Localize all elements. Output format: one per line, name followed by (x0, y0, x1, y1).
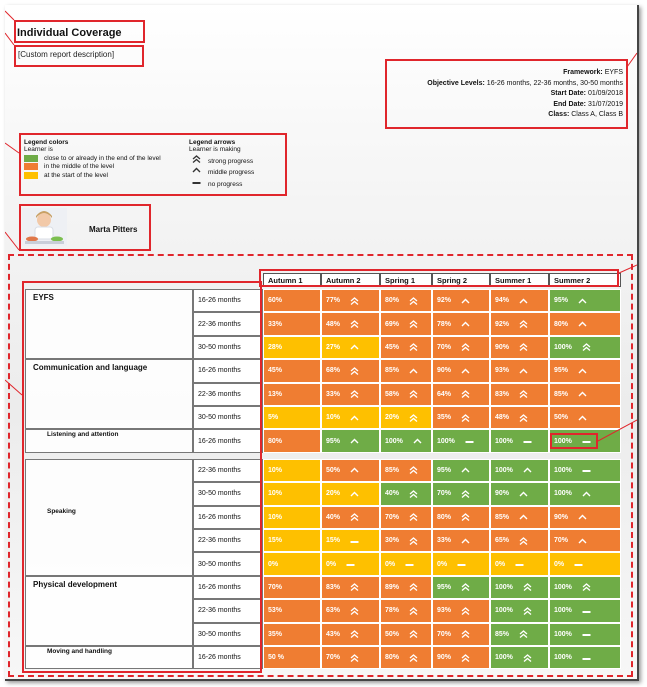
coverage-value: 35% (268, 630, 283, 638)
coverage-value: 27% (326, 343, 341, 351)
coverage-value: 89% (385, 583, 400, 591)
legend-arrows-title: Legend arrows (189, 139, 236, 146)
coverage-value: 92% (437, 297, 452, 305)
coverage-value: 80% (385, 654, 400, 662)
coverage-value: 100% (437, 437, 455, 445)
coverage-value: 95% (554, 367, 569, 375)
coverage-value: 48% (495, 414, 510, 422)
coverage-value: 0% (268, 560, 279, 568)
coverage-value: 80% (268, 437, 283, 445)
coverage-value: 69% (385, 320, 400, 328)
coverage-value: 10% (268, 513, 283, 521)
coverage-value: 15% (268, 537, 283, 545)
coverage-value: 100% (495, 607, 513, 615)
coverage-value: 48% (326, 320, 341, 328)
learner-name: Marta Pitters (89, 225, 138, 234)
coverage-value: 78% (437, 320, 452, 328)
age-band: 22-36 months (193, 312, 263, 335)
coverage-value: 65% (495, 537, 510, 545)
legend-color-label: close to or already in the end of the level (44, 154, 161, 162)
coverage-value: 0% (437, 560, 448, 568)
coverage-value: 80% (437, 513, 452, 521)
coverage-value: 68% (326, 367, 341, 375)
coverage-value: 15% (326, 537, 341, 545)
annotation-lines (5, 5, 637, 679)
coverage-value: 100% (554, 490, 572, 498)
coverage-value: 45% (385, 343, 400, 351)
coverage-value: 50% (326, 466, 341, 474)
coverage-value: 95% (554, 297, 569, 305)
coverage-value: 100% (495, 466, 513, 474)
coverage-value: 50% (385, 630, 400, 638)
age-band: 16-26 months (193, 429, 263, 452)
coverage-value: 45% (268, 367, 283, 375)
age-band: 16-26 months (193, 576, 263, 599)
levels-line: Objective Levels: 16-26 months, 22-36 months, 30-50 months (427, 79, 623, 87)
coverage-value: 63% (326, 607, 341, 615)
coverage-value: 0% (495, 560, 506, 568)
coverage-value: 92% (495, 320, 510, 328)
age-band: 22-36 months (193, 383, 263, 406)
age-band: 30-50 months (193, 406, 263, 429)
class-line: Class: Class A, Class B (548, 111, 623, 118)
coverage-value: 85% (495, 513, 510, 521)
subject-label: Moving and handling (47, 648, 112, 655)
coverage-value: 53% (268, 607, 283, 615)
start-date-line: Start Date: 01/09/2018 (550, 90, 623, 97)
coverage-value: 90% (495, 343, 510, 351)
coverage-value: 100% (554, 583, 572, 591)
age-band: 30-50 months (193, 482, 263, 505)
subject-label: Speaking (47, 507, 76, 515)
coverage-value: 5% (268, 414, 279, 422)
coverage-value: 70% (385, 513, 400, 521)
legend-color-label: at the start of the level (44, 172, 108, 180)
legend-colors-title: Legend colors (24, 139, 69, 146)
coverage-value: 70% (554, 537, 569, 545)
subject-label: EYFS (33, 293, 54, 302)
report-page (5, 5, 639, 681)
coverage-value: 43% (326, 630, 341, 638)
age-band: 30-50 months (193, 336, 263, 359)
end-date-line: End Date: 31/07/2019 (553, 100, 623, 108)
legend-arrow-label: strong progress (208, 157, 254, 165)
legend-color-label: in the middle of the level (44, 163, 115, 171)
coverage-value: 85% (385, 367, 400, 375)
age-band: 16-26 months (193, 646, 263, 669)
coverage-value: 93% (495, 367, 510, 375)
coverage-value: 78% (385, 607, 400, 615)
coverage-value: 20% (385, 414, 400, 422)
coverage-value: 13% (268, 390, 283, 398)
coverage-value: 50 % (268, 654, 284, 662)
subject-label: Communication and language (33, 363, 148, 373)
report-title: Individual Coverage (17, 27, 122, 39)
subject-label: Physical development (33, 579, 118, 589)
coverage-value: 33% (268, 320, 283, 328)
coverage-value: 0% (554, 560, 565, 568)
coverage-value: 70% (268, 583, 283, 591)
coverage-value: 30% (385, 537, 400, 545)
coverage-value: 85% (495, 630, 510, 638)
coverage-value: 80% (554, 320, 569, 328)
coverage-value: 10% (268, 490, 283, 498)
coverage-value: 100% (554, 630, 572, 638)
coverage-value: 85% (554, 390, 569, 398)
age-band: 30-50 months (193, 552, 263, 575)
column-header: Summer 2 (549, 273, 621, 287)
coverage-value: 95% (326, 437, 341, 445)
coverage-value: 60% (268, 297, 283, 305)
coverage-value: 100% (554, 466, 572, 474)
subject-label: Listening and attention (47, 431, 119, 439)
age-band: 22-36 months (193, 599, 263, 622)
coverage-value: 95% (437, 466, 452, 474)
coverage-value: 100% (495, 437, 513, 445)
coverage-value: 77% (326, 297, 341, 305)
coverage-value: 35% (437, 414, 452, 422)
coverage-value: 70% (326, 654, 341, 662)
coverage-value: 70% (437, 343, 452, 351)
coverage-value: 50% (554, 414, 569, 422)
coverage-value: 80% (385, 297, 400, 305)
coverage-value: 100% (495, 654, 513, 662)
column-header: Summer 1 (490, 273, 549, 287)
coverage-value: 100% (495, 583, 513, 591)
legend-colors-sub: Learner is (24, 146, 53, 153)
coverage-value: 100% (554, 654, 572, 662)
age-band: 22-36 months (193, 529, 263, 552)
coverage-value: 40% (385, 490, 400, 498)
legend-arrow-label: middle progress (208, 169, 255, 176)
coverage-value: 0% (326, 560, 337, 568)
coverage-value: 95% (437, 583, 452, 591)
coverage-value: 70% (437, 490, 452, 498)
coverage-value: 100% (554, 437, 572, 445)
coverage-value: 40% (326, 513, 341, 521)
coverage-value: 94% (495, 297, 510, 305)
coverage-value: 20% (326, 490, 341, 498)
coverage-value: 83% (326, 583, 341, 591)
coverage-value: 93% (437, 607, 452, 615)
coverage-value: 100% (385, 437, 403, 445)
column-header: Spring 2 (432, 273, 490, 287)
coverage-value: 83% (495, 390, 510, 398)
coverage-value: 33% (326, 390, 341, 398)
column-header: Spring 1 (380, 273, 432, 287)
coverage-value: 90% (495, 490, 510, 498)
age-band: 16-26 months (193, 289, 263, 312)
column-header: Autumn 1 (263, 273, 321, 287)
coverage-value: 90% (437, 654, 452, 662)
age-band: 22-36 months (193, 459, 263, 482)
legend-arrows-sub: Learner is making (189, 146, 241, 153)
coverage-value: 64% (437, 390, 452, 398)
age-band: 30-50 months (193, 623, 263, 646)
coverage-value: 0% (385, 560, 396, 568)
column-header: Autumn 2 (321, 273, 380, 287)
age-band: 16-26 months (193, 359, 263, 382)
report-description: [Custom report description] (18, 50, 115, 59)
coverage-value: 10% (326, 414, 341, 422)
age-band: 16-26 months (193, 506, 263, 529)
coverage-value: 58% (385, 390, 400, 398)
coverage-value: 28% (268, 343, 283, 351)
coverage-value: 90% (554, 513, 569, 521)
coverage-value: 100% (554, 343, 572, 351)
legend-arrow-label: no progress (208, 180, 243, 188)
coverage-value: 70% (437, 630, 452, 638)
coverage-value: 10% (268, 466, 283, 474)
coverage-value: 85% (385, 466, 400, 474)
coverage-value: 100% (554, 607, 572, 615)
framework-line: Framework: EYFS (563, 69, 623, 76)
coverage-value: 90% (437, 367, 452, 375)
coverage-value: 33% (437, 537, 452, 545)
